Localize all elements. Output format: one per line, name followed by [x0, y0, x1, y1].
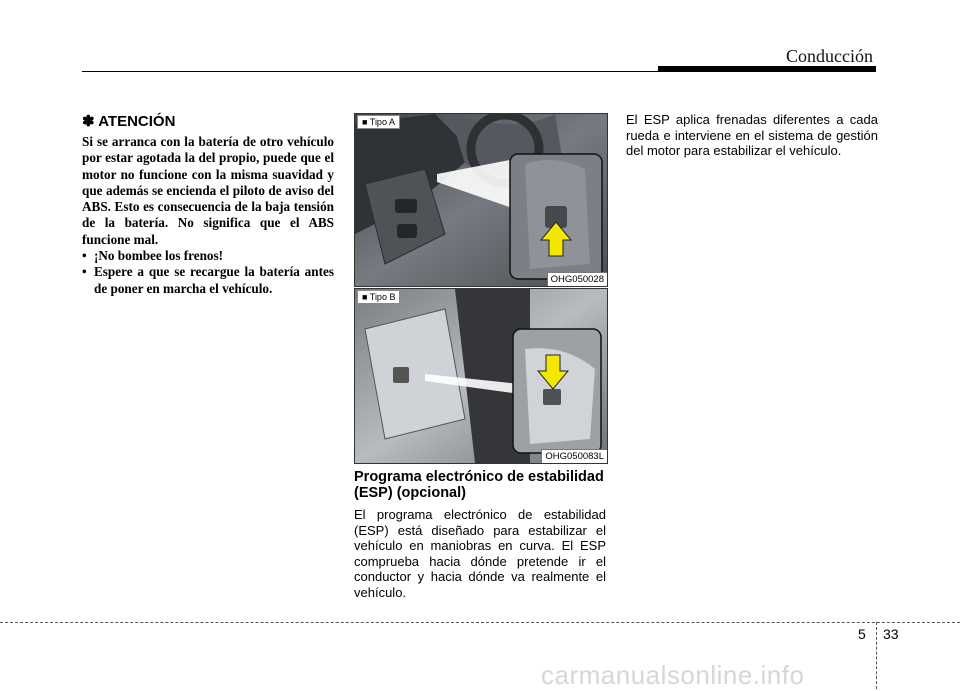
page-number: 33 [883, 626, 899, 642]
figure-type-b [354, 288, 608, 464]
warning-title: ATENCIÓN [98, 113, 176, 130]
list-item: • Espere a que se recargue la batería antes de poner en marcha el vehículo. [82, 264, 334, 296]
warning-body: Si se arranca con la batería de otro vehículo por estar agotada la del propio, puede que el motor no funcione con la misma suavidad y que además se encienda el piloto de aviso del ABS. Esto es consecuencia de la baja tensión de la batería. No significa que el ABS funcione mal. [82, 134, 334, 247]
header-rule [82, 71, 682, 72]
esp-continued-body: El ESP aplica frenadas diferentes a cada rueda e interviene en el sistema de gestión del motor para estabilizar el vehículo. [626, 112, 878, 159]
console-photo [355, 289, 607, 463]
dashboard-photo [355, 114, 607, 286]
esp-title: Programa electrónico de estabilidad (ESP) (opcional) [354, 469, 604, 501]
chapter-number: 5 [858, 626, 866, 642]
warning-box [82, 112, 334, 297]
warning-heading [82, 112, 334, 130]
watermark: carmanualsonline.info [541, 660, 805, 690]
right-column [626, 112, 878, 159]
asterisk-icon: ✽ [82, 113, 95, 130]
section-title: Conducción [786, 46, 873, 66]
warning-bullets [82, 248, 334, 297]
header-rule-thick [658, 66, 876, 72]
figure-tag: ■ Tipo B [357, 290, 400, 304]
figure-type-a [354, 113, 608, 287]
list-item: • ¡No bombee los frenos! [82, 248, 224, 264]
esp-section [354, 469, 606, 601]
figure-code: OHG050083L [541, 449, 607, 463]
bullet-icon: • [82, 264, 87, 280]
figure-code: OHG050028 [547, 272, 607, 286]
figure-tag: ■ Tipo A [357, 115, 400, 129]
esp-body: El programa electrónico de estabilidad (ESP) está diseñado para estabilizar el vehículo en maniobras en curva. El ESP comprueba hacia dónde pretende ir el conductor y hacia dónde va realmente el vehículo. [354, 507, 606, 600]
footer-rule [0, 622, 960, 623]
bullet-icon: • [82, 248, 87, 264]
page-separator [876, 622, 877, 689]
